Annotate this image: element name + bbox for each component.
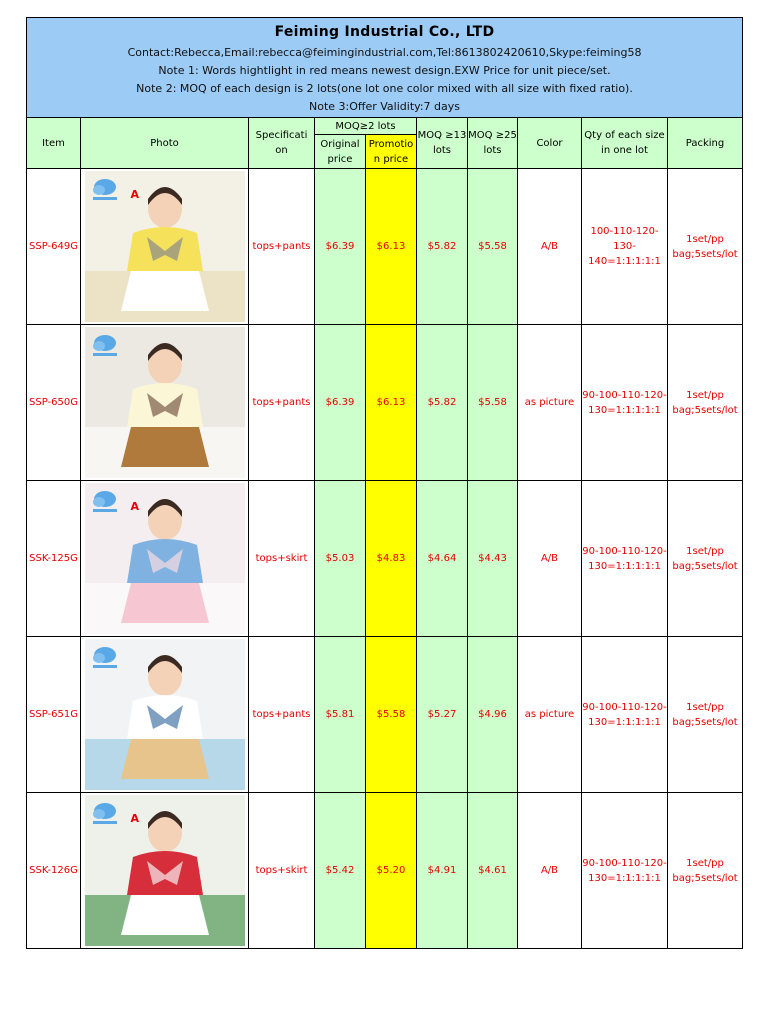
color-cell: as picture	[518, 637, 582, 793]
price-sheet	[26, 17, 742, 949]
price-moq25: $4.43	[468, 481, 518, 637]
col-packing: Packing	[668, 118, 743, 169]
price-moq25: $4.96	[468, 637, 518, 793]
item-code: SSP-649G	[27, 169, 81, 325]
item-code: SSK-126G	[27, 793, 81, 949]
photo-illustration	[85, 327, 245, 478]
photo-image	[85, 483, 245, 634]
promotion-price: $5.20	[366, 793, 417, 949]
item-code: SSP-650G	[27, 325, 81, 481]
company-title: Feiming Industrial Co., LTD	[274, 23, 495, 40]
packing-cell: 1set/pp bag;5sets/lot	[668, 169, 743, 325]
photo-illustration	[85, 795, 245, 946]
product-photo	[81, 325, 249, 481]
table-row	[27, 169, 743, 325]
packing-cell: 1set/pp bag;5sets/lot	[668, 325, 743, 481]
spec-cell: tops+skirt	[249, 793, 315, 949]
col-moq2: MOQ≥2 lots	[315, 118, 417, 135]
price-moq25: $5.58	[468, 169, 518, 325]
qty-cell: 100-110-120-130-140=1:1:1:1:1	[582, 169, 668, 325]
product-photo	[81, 637, 249, 793]
spec-cell: tops+skirt	[249, 481, 315, 637]
note-1: Note 1: Words hightlight in red means newest design.EXW Price for unit piece/set.	[158, 63, 611, 77]
color-cell: A/B	[518, 481, 582, 637]
item-code: SSK-125G	[27, 481, 81, 637]
photo-illustration	[85, 171, 245, 322]
photo-image	[85, 639, 245, 790]
qty-cell: 90-100-110-120-130=1:1:1:1:1	[582, 637, 668, 793]
spec-cell: tops+pants	[249, 637, 315, 793]
note-3: Note 3:Offer Validity:7 days	[309, 99, 461, 113]
spec-cell: tops+pants	[249, 325, 315, 481]
spec-cell: tops+pants	[249, 169, 315, 325]
original-price: $5.81	[315, 637, 366, 793]
col-original: Original price	[315, 135, 366, 169]
col-promotion: Promotio n price	[366, 135, 417, 169]
price-moq25: $5.58	[468, 325, 518, 481]
col-qty: Qty of each size in one lot	[582, 118, 668, 169]
promotion-price: $6.13	[366, 325, 417, 481]
design-label: A	[130, 500, 140, 513]
packing-cell: 1set/pp bag;5sets/lot	[668, 481, 743, 637]
note-2: Note 2: MOQ of each design is 2 lots(one lot one color mixed with all size with fixed ratio).	[136, 81, 633, 95]
promotion-price: $6.13	[366, 169, 417, 325]
price-moq13: $5.82	[417, 169, 468, 325]
table-row	[27, 637, 743, 793]
product-photo	[81, 169, 249, 325]
col-item: Item	[27, 118, 81, 169]
qty-cell: 90-100-110-120-130=1:1:1:1:1	[582, 325, 668, 481]
price-moq13: $5.82	[417, 325, 468, 481]
photo-image	[85, 795, 245, 946]
color-cell: A/B	[518, 793, 582, 949]
price-table	[26, 17, 743, 949]
sheet-header	[27, 18, 743, 118]
col-spec: Specificati on	[249, 118, 315, 169]
photo-illustration	[85, 639, 245, 790]
product-photo	[81, 793, 249, 949]
contact-line: Contact:Rebecca,Email:rebecca@feimingindustrial.com,Tel:8613802420610,Skype:feiming58	[127, 45, 642, 59]
photo-image	[85, 327, 245, 478]
promotion-price: $4.83	[366, 481, 417, 637]
price-moq13: $4.64	[417, 481, 468, 637]
col-photo: Photo	[81, 118, 249, 169]
design-label: A	[130, 188, 140, 201]
price-moq13: $5.27	[417, 637, 468, 793]
price-moq25: $4.61	[468, 793, 518, 949]
original-price: $6.39	[315, 169, 366, 325]
original-price: $5.42	[315, 793, 366, 949]
qty-cell: 90-100-110-120-130=1:1:1:1:1	[582, 793, 668, 949]
color-cell: as picture	[518, 325, 582, 481]
col-moq25: MOQ ≥25 lots	[468, 118, 518, 169]
original-price: $5.03	[315, 481, 366, 637]
packing-cell: 1set/pp bag;5sets/lot	[668, 637, 743, 793]
item-code: SSP-651G	[27, 637, 81, 793]
promotion-price: $5.58	[366, 637, 417, 793]
table-row	[27, 793, 743, 949]
table-row	[27, 325, 743, 481]
original-price: $6.39	[315, 325, 366, 481]
packing-cell: 1set/pp bag;5sets/lot	[668, 793, 743, 949]
table-row	[27, 481, 743, 637]
qty-cell: 90-100-110-120-130=1:1:1:1:1	[582, 481, 668, 637]
price-moq13: $4.91	[417, 793, 468, 949]
col-color: Color	[518, 118, 582, 169]
design-label: A	[130, 812, 140, 825]
photo-illustration	[85, 483, 245, 634]
photo-image	[85, 171, 245, 322]
product-photo	[81, 481, 249, 637]
color-cell: A/B	[518, 169, 582, 325]
col-moq13: MOQ ≥13 lots	[417, 118, 468, 169]
